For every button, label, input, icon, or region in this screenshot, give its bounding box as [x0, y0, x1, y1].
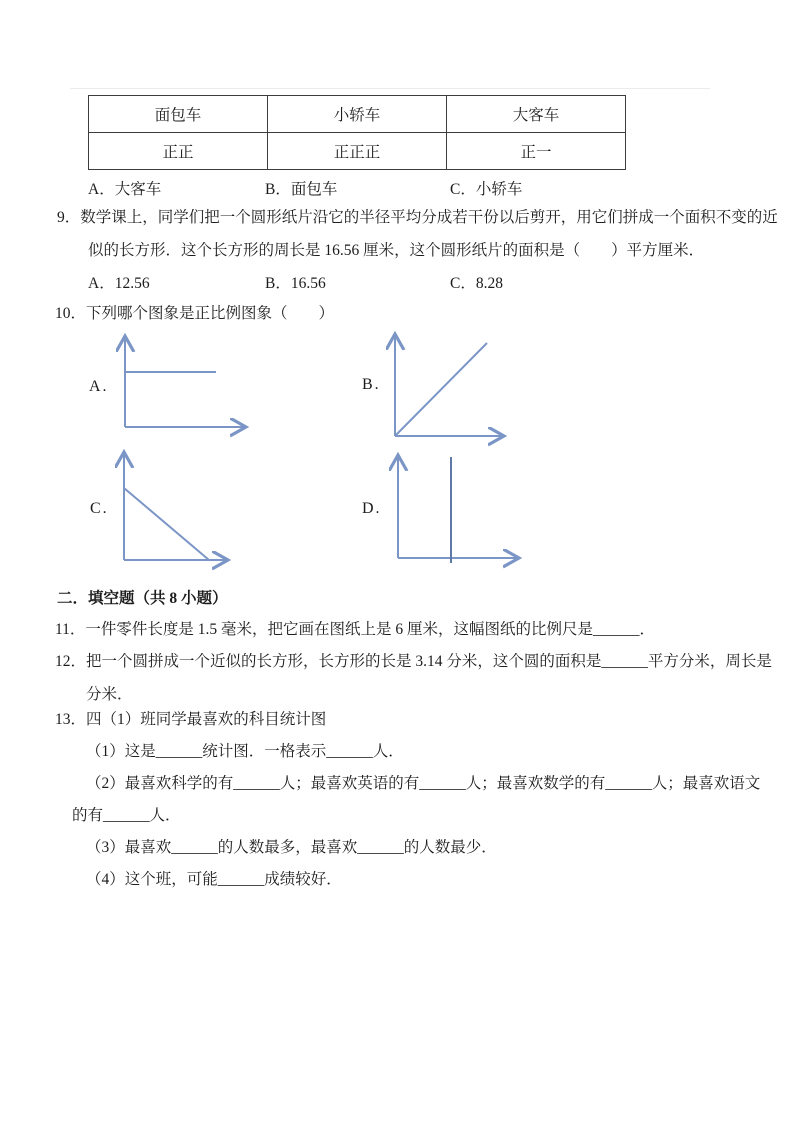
- table-header-cell: 大客车: [447, 96, 626, 133]
- graph-a-plot: [80, 322, 265, 437]
- q12-text-line2: 分米．: [86, 686, 133, 703]
- q8-option-a: A．大客车: [88, 181, 162, 198]
- table-header-cell: 小轿车: [268, 96, 447, 133]
- q8-option-b: B．面包车: [265, 181, 338, 198]
- q13-sub2-continuation: 的有______人．: [72, 807, 181, 824]
- table-row: [89, 133, 626, 170]
- section2-heading: 二．填空题（共 8 小题）: [57, 590, 228, 607]
- tally-table: [88, 95, 626, 170]
- table-row: [89, 96, 626, 133]
- q8-option-c: C．小轿车: [450, 181, 523, 198]
- table-tally-cell: 正正正: [268, 133, 447, 170]
- q13-intro: 13．四（1）班同学最喜欢的科目统计图: [55, 711, 327, 728]
- q13-sub1: （1）这是______统计图．一格表示______人．: [86, 743, 404, 760]
- graph-c-plot: [80, 443, 250, 568]
- graph-d-plot: [352, 443, 532, 568]
- graph-a-label: A.: [89, 378, 109, 395]
- q13-sub4: （4）这个班，可能______成绩较好．: [86, 871, 342, 888]
- q12-text-line1: 12．把一个圆拼成一个近似的长方形，长方形的长是 3.14 分米，这个圆的面积是______平方分米，周长是: [55, 653, 772, 670]
- q9-text-line2: 似的长方形．这个长方形的周长是 16.56 厘米，这个圆形纸片的面积是（ ）平方厘米．: [88, 242, 705, 259]
- table-tally-cell: 正正: [89, 133, 268, 170]
- q11-text: 11．一件零件长度是 1.5 毫米，把它画在图纸上是 6 厘米，这幅图纸的比例尺是______．: [55, 621, 656, 638]
- q10-text: 10．下列哪个图象是正比例图象（ ）: [55, 305, 335, 322]
- table-header-cell: 面包车: [89, 96, 268, 133]
- q13-sub3: （3）最喜欢______的人数最多，最喜欢______的人数最少．: [86, 839, 497, 856]
- q9-option-a: A．12.56: [88, 275, 150, 292]
- q9-text-line1: 9．数学课上，同学们把一个圆形纸片沿它的半径平均分成若干份以后剪开，用它们拼成一个面积不变的近: [57, 209, 778, 226]
- graph-b-plot: [352, 322, 527, 442]
- graph-c-label: C.: [90, 500, 109, 517]
- scan-artifact-line: [70, 88, 710, 89]
- q9-option-c: C．8.28: [450, 275, 503, 292]
- table-tally-cell: 正一: [447, 133, 626, 170]
- q9-option-b: B．16.56: [265, 275, 326, 292]
- q13-sub2: （2）最喜欢科学的有______人；最喜欢英语的有______人；最喜欢数学的有______人；最喜欢语文: [86, 775, 761, 792]
- data-line-diagonal-rising: [395, 343, 487, 436]
- graph-b-label: B.: [362, 376, 381, 393]
- data-line-diagonal-falling: [124, 488, 209, 560]
- graph-d-label: D.: [362, 500, 382, 517]
